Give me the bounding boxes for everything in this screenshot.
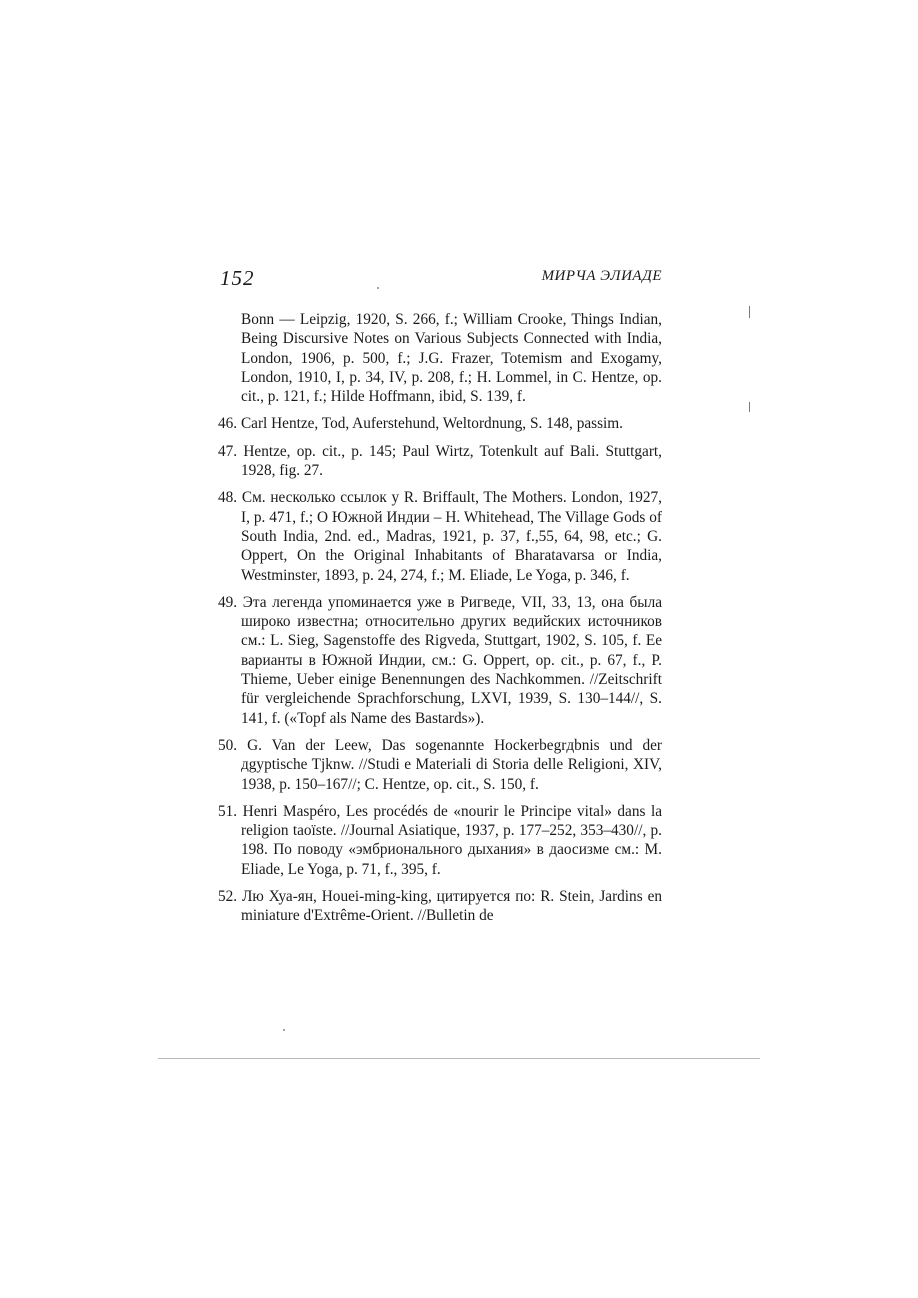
note-text: G. Van der Leew, Das sogenannte Hockerbegrдbnis und der дgyptische Tjknw. //Studi e Materiali di Storia delle Religioni, XIV, 1938, p. 150–167//; C. Hentze, op. cit., S. 150, f. — [241, 736, 663, 793]
note-46 — [218, 414, 662, 433]
note-text: Carl Hentze, Tod, Auferstehund, Weltordnung, S. 148, passim. — [240, 415, 624, 433]
page-bottom-rule — [158, 1058, 760, 1059]
scan-dot — [283, 1029, 285, 1031]
note-continuation: Bonn — Leipzig, 1920, S. 266, f.; William Crooke, Things Indian, Being Discursive Notes on Various Subjects Connected with India, London, 1906, p. 500, f.; J.G. Frazer, Totemism and Exogamy, London, 1910, I, p. 34, IV, p. 208, f.; H. Lommel, in C. Hentze, op. cit., p. 121, f.; Hilde Hoffmann, ibid, S. 139, f. — [241, 311, 662, 406]
note-47 — [218, 442, 662, 481]
note-number: 50. — [218, 736, 238, 754]
scan-speck — [749, 402, 750, 412]
scan-speck — [749, 306, 750, 318]
page-number: 152 — [220, 266, 255, 290]
note-text: Эта легенда упоминается уже в Ригведе, VII, 33, 13, она была широко известна; относительно других ведийских источников см.: L. Sieg, Sagenstoffe des Rigveda, Stuttgart, 1902, S. 105, f. Ее варианты в Южной Индии, см.: G. Oppert, op. cit., p. 67, f., P. Thieme, Ueber einige Benennungen des Nachkommen. //Zeitschrift für vergleichende Sprachforschung, LXVI, 1939, S. 130–144//, S. 141, f. («Topf als Name des Bastards»). — [241, 593, 663, 727]
note-49 — [218, 593, 662, 728]
note-number: 52. — [218, 888, 238, 906]
note-number: 47. — [218, 442, 238, 460]
scan-dot — [377, 287, 379, 289]
note-number: 46. — [218, 415, 238, 433]
note-51 — [218, 802, 662, 879]
note-text: Лю Хуа-ян, Houei-ming-king, цитируется по: R. Stein, Jardins en miniature d'Extrême-Orient. //Bulletin de — [241, 888, 663, 925]
note-text: См. несколько ссылок у R. Briffault, The Mothers. London, 1927, I, p. 471, f.; О Южной Индии – H. Whitehead, The Village Gods of South India, 2nd. ed., Madras, 1921, p. 37, f.,55, 64, 98, etc.; G. Oppert, On the Original Inhabitants of Bharatavarsa or India, Westminster, 1893, p. 24, 274, f.; M. Eliade, Le Yoga, p. 346, f. — [241, 489, 662, 584]
note-48 — [218, 488, 662, 584]
note-50 — [218, 736, 662, 794]
note-text: Hentze, op. cit., p. 145; Paul Wirtz, Totenkult auf Bali. Stuttgart, 1928, fig. 27. — [241, 442, 662, 480]
note-number: 49. — [218, 593, 238, 611]
note-text: Henri Maspéro, Les procédés de «nourir le Principe vital» dans la religion taoïste. //Journal Asiatique, 1937, p. 177–252, 353–430//, p. 198. По поводу «эмбрионального дыхания» в даосизме см.: M. Eliade, Le Yoga, p. 71, f., 395, f. — [241, 802, 662, 878]
note-number: 48. — [218, 489, 238, 507]
footnotes — [218, 310, 662, 934]
note-number: 51. — [218, 802, 238, 820]
note-52 — [218, 887, 662, 926]
running-title: МИРЧА ЭЛИАДЕ — [541, 268, 662, 284]
